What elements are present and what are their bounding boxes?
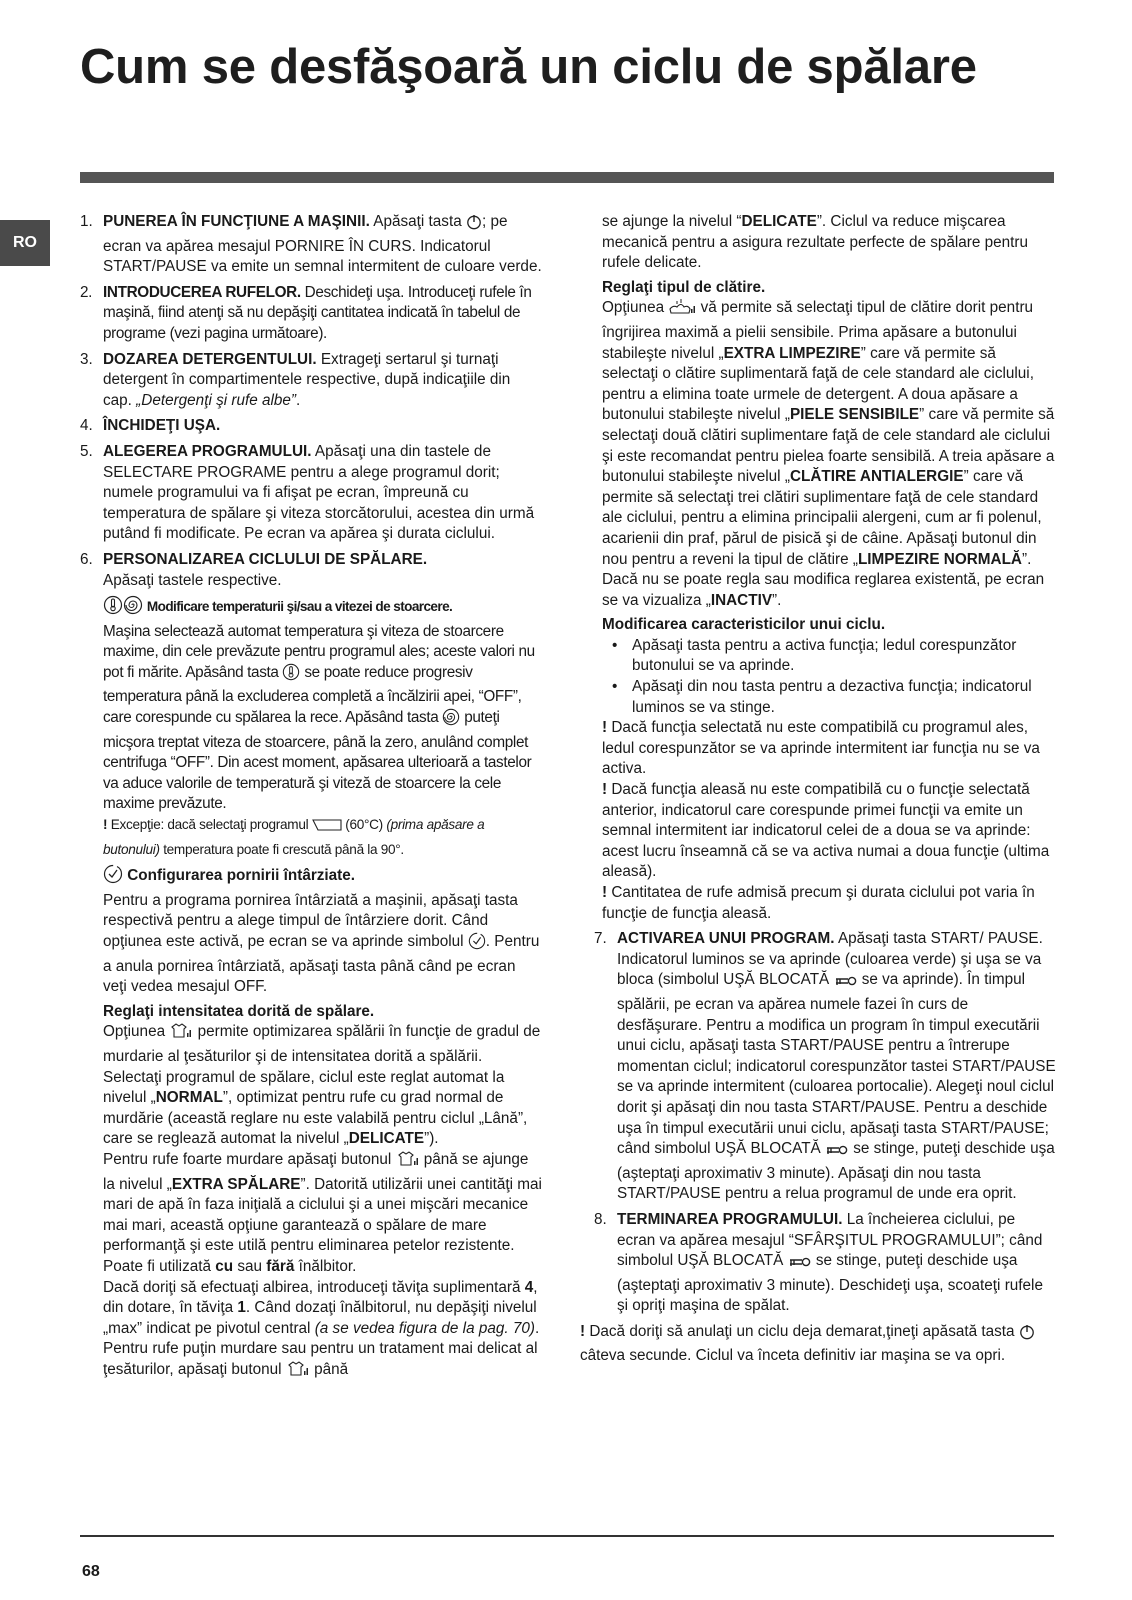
door-lock-icon [825,1143,849,1164]
spin-icon [442,708,460,733]
power-icon [1019,1324,1035,1347]
delay-timer-icon [468,932,486,957]
wash-intensity-icon [396,1150,420,1175]
door-lock-icon [788,1255,812,1276]
right-column [580,212,1056,1367]
list-item: • Apăsaţi din nou tasta pentru a dezactiva funcţia; indicatorul luminos se va stinge. [612,678,1032,716]
spin-icon [123,595,143,622]
warning-note: ! Dacă funcţia aleasă nu este compatibilă cu o funcţie selectată anterior, indicatorul care corespunde primei funcţii va emite un semnal intermitent iar indicatorul celei de a doua se va aprinde: acest lucru înseamnă că se va activa numai a doua funcţie (ultima aleasă). [602,781,1050,881]
wash-intensity-section: Reglaţi intensitatea dorită de spălare. Opţiunea permite optimizarea spălării în funcţie de gradul de murdarie al ţesăturilor şi de intensitatea dorită a spălării. Selectaţi programul de spălare, ciclul este reglat automat la nivelul „NORMAL”, optimizat pentru rufe cu grad normal de murdărie (această reglare nu este valabilă pentru ciclul „Lână”, care se reglează automat la nivelul „DELICATE”). Pentru rufe foarte murdare apăsaţi butonul până se ajunge la nivelul „EXTRA SPĂLARE”. Datorită utilizării unei cantităţi mai mari de apă în faza iniţială a ciclului şi a unei mişcări mecanice mai mari, această opţiune garantează o spălare de mare performanţă şi este utilă pentru eliminarea petelor rezistente. Poate fi utilizată cu sau fără înălbitor. Dacă doriţi să efectuaţi albirea, introduceţi tăviţa suplimentară 4, din dotare, în tăviţa 1. Când dozaţi înălbitorul, nu depăşiţi nivelul „max” indicat pe pivotul central (a se vedea figura de la pag. 70). Pentru rufe puţin murdare sau pentru un tratament mai delicat al ţesăturilor, apăsaţi butonul până [80,1002,542,1385]
wash-intensity-icon [169,1022,193,1047]
step-7: 7. ACTIVAREA UNUI PROGRAM. Apăsaţi tasta START/ PAUSE. Indicatorul luminos se va aprinde (culoarea verde) şi uşa se va bloca (simbolul UŞĂ BLOCATĂ se va aprinde). În timpul spălării, pe ecran va apărea numele fazei în curs de desfăşurare. Pentru a modifica un program în timpul executării unui ciclu, apăsaţi tasta START/PAUSE pentru a întrerupe momentan ciclul; indicatorul corespunzător tastei START/PAUSE se va aprinde intermitent (culoarea portocalie). Alegeţi noul ciclul dorit şi apăsaţi din nou tasta START/PAUSE. Pentru a deschide uşa în timpul executării unui ciclu, apăsaţi tasta START/PAUSE; când simbolul UŞĂ BLOCATĂ se stinge, puteţi deschide uşa (aşteptaţi aproximativ 3 minute). Apăsaţi din nou tasta START/PAUSE pentru a relua programul de unde era oprit. [594,930,1056,1203]
temperature-icon [103,595,123,622]
footer-divider [80,1535,1054,1537]
left-column [80,212,542,1384]
step-6: 6. PERSONALIZAREA CICLULUI DE SPĂLARE. Apăsaţi tastele respective. [80,550,428,589]
list-item: • Apăsaţi tasta pentru a activa funcţia; ledul corespunzător butonului se va aprinde. [612,636,1017,675]
temperature-spin-section: Modificare temperaturii şi/sau a vitezei de stoarcere. Maşina selectează automat temperatura şi viteza de stoarcere maxime, din cele prevăzute pentru programul ales; aceste valori nu pot fi mărite. Apăsând tasta se poate reduce progresiv temperatura până la excluderea completă a încălzirii apei, “OFF”, care corespunde cu spălarea la rece. Apăsând tasta puteţi micşora treptat viteza de stoarcere, până la zero, anulând complet centrifuga “OFF”. Din acest moment, apăsarea ulterioară a tastelor va aduce valorile de temperatură şi viteză de stoarcere la cele maxime prevăzute. ! Excepţie: dacă selectaţi programul (60°C) (prima apăsare a butonului) temperatura poate fi crescută până la 90°. [80,595,542,860]
wash-intensity-icon [286,1360,310,1385]
page-title: Cum se desfăşoară un ciclu de spălare [80,40,977,94]
step-1: 1. PUNEREA ÎN FUNCŢIUNE A MAŞINII. Apăsaţi tasta ; pe ecran va apărea mesajul PORNIRE ÎN CURS. Indicatorul START/PAUSE va emite un semnal intermitent de culoare verde. [80,213,542,276]
rinse-icon [668,298,696,323]
modify-cycle-section: Modificarea caracteristicilor unui ciclu. • Apăsaţi tasta pentru a activa funcţia; ledul corespunzător butonului se va aprinde. • Apăsaţi din nou tasta pentru a dezactiva funcţia; indicatorul luminos se va stinge. ! Dacă funcţia selectată nu este compatibilă cu programul ales, ledul corespunzător se va aprinde intermitent iar funcţia nu se va activa. ! Dacă funcţia aleasă nu este compatibilă cu o funcţie selectată anterior, indicatorul care corespunde primei funcţii va emite un semnal intermitent iar indicatorul celei de a doua se va aprinde: acest lucru înseamnă că se va activa numai a doua funcţie (ultima aleasă). ! Cantitatea de rufe admisă precum şi durata ciclului pot varia în funcţie de funcţia aleasă. [594,615,1056,924]
delay-timer-icon [103,864,123,891]
intensity-continuation: se ajunge la nivelul “DELICATE”. Ciclul va reduce mişcarea mecanică pentru a asigura rezultate perfecte de spălare pentru rufele delicate. [602,213,1029,272]
rinse-section: Reglaţi tipul de clătire. Opţiunea vă permite să selectaţi tipul de clătire dorit pentru îngrijirea maximă a pielii sensibile. Prima apăsare a butonului stabileşte nivelul „EXTRA LIMPEZIRE” care vă permite să selectaţi o clătire suplimentară faţă de cele standard ale ciclului, pentru a elimina toate urmele de detergent. A doua apăsare a butonului stabileşte nivelul „PIELE SENSIBILE” care vă permite să selectaţi două clătiri suplimentare faţă de cele standard ale ciclului şi este recomandat pentru pielea foarte sensibilă. A treia apăsare a butonului stabileşte nivelul „CLĂTIRE ANTIALERGIE” care vă permite să selectaţi trei clătiri suplimentare faţă de cele standard ale ciclului, pentru a elimina principalii alergeni, cum ar fi polenul, acarienii din praf, părul de pisică şi de câine. Apăsaţi butonul din nou pentru a reveni la tipul de clătire „LIMPEZIRE NORMALĂ”. Dacă nu se poate regla sau modifica reglarea existentă, pe ecran se va vizualiza „INACTIV”. [602,278,1055,609]
delay-start-section: Configurarea pornirii întârziate. Pentru a programa pornirea întârziată a maşinii, apăsaţi tasta respectivă pentru a alege timpul de întârziere dorit. Când opţiunea este activă, pe ecran se va aprinde simbolul . Pentru a anula pornirea întârziată, apăsaţi tasta până când pe ecran veţi vedea mesajul OFF. [80,864,542,998]
warning-note: ! Cantitatea de rufe admisă precum şi durata ciclului pot varia în funcţie de funcţia aleasă. [602,884,1035,922]
step-8: 8. TERMINAREA PROGRAMULUI. La încheierea ciclului, pe ecran va apărea mesajul “SFÂRŞITUL PROGRAMULUI”; când simbolul UŞĂ BLOCATĂ se stinge, puteţi deschide uşa (aşteptaţi aproximativ 3 minute). Deschideţi uşa, scoateţi rufele şi opriţi maşina de spălat. [594,1210,1043,1315]
program-icon [312,817,342,840]
temperature-icon [282,663,300,688]
cancel-cycle-note: ! Dacă doriţi să anulaţi un ciclu deja demarat,ţineţi apăsată tasta câteva secunde. Ciclul va înceta definitiv iar maşina se va opri. [580,1322,1056,1367]
step-5: 5. ALEGEREA PROGRAMULUI. Apăsaţi una din tastele de SELECTARE PROGRAME pentru a alege programul dorit; numele programului va fi afişat pe ecran, împreună cu temperatura de spălare şi viteza storcătorului, acestea din urmă putând fi modificate. Pe ecran va apărea şi durata ciclului. [80,442,535,543]
step-2: 2. INTRODUCEREA RUFELOR. Deschideţi uşa. Introduceţi rufele în maşină, fiind atenţi să nu depăşiţi cantitatea indicată în tabelul de programe (vezi pagina următoare). [80,283,532,342]
step-3: 3. DOZAREA DETERGENTULUI. Extrageţi sertarul şi turnaţi detergent în compartimentele respective, după indicaţiile din cap. „Detergenţi şi rufe albe”. [80,350,511,409]
exception-note: ! Excepţie: dacă selectaţi programul (60°C) (prima apăsare a butonului) temperatura poate fi crescută până la 90°. [103,817,485,857]
door-lock-icon [834,974,858,995]
step-4: 4. ÎNCHIDEŢI UŞA. [80,417,221,435]
page-number: 68 [82,1563,100,1580]
warning-note: ! Dacă funcţia selectată nu este compatibilă cu programul ales, ledul corespunzător se va aprinde intermitent iar funcţia nu se va activa. [602,719,1040,778]
title-divider [80,172,1054,183]
power-icon [466,214,482,237]
language-tab: RO [0,220,50,266]
